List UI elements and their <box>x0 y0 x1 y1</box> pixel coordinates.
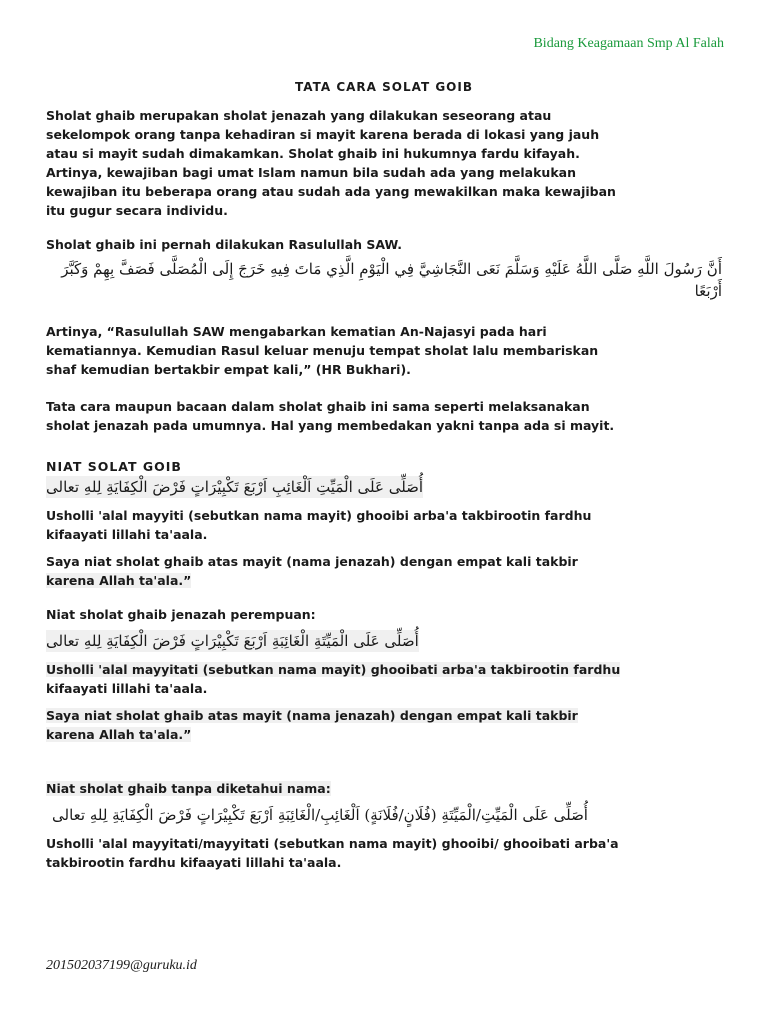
footer-email: 201502037199@guruku.id <box>46 958 197 973</box>
intro-line: atau si mayit sudah dimakamkan. Sholat ghaib ini hukumnya fardu kifayah. <box>46 146 580 161</box>
niat-heading: Niat sholat ghaib jenazah perempuan: <box>46 607 316 622</box>
niat-latin: takbirootin fardhu kifaayati lillahi ta'aala. <box>46 855 342 870</box>
document-title: TATA CARA SOLAT GOIB <box>295 80 473 94</box>
niat-arabic: أُصَلِّى عَلَى الْمَيِّتَةِ الْغَائِبَةِ اَرْبَعَ تَكْبِيْرَاتٍ فَرْضَ الْكِفَايَةِ لِلهِ تعالى <box>46 632 419 650</box>
intro-line: itu gugur secara individu. <box>46 203 228 218</box>
artinya-line: kematiannya. Kemudian Rasul keluar menuju tempat sholat lalu membariskan <box>46 343 599 358</box>
tatacara-line: sholat jenazah pada umumnya. Hal yang membedakan yakni tanpa ada si mayit. <box>46 418 615 433</box>
niat-heading: NIAT SOLAT GOIB <box>46 459 182 474</box>
intro-line: Sholat ghaib merupakan sholat jenazah yang dilakukan seseorang atau <box>46 108 552 123</box>
tatacara-line: Tata cara maupun bacaan dalam sholat ghaib ini sama seperti melaksanakan <box>46 399 590 414</box>
hadith-arabic-line: أَرْبَعًا <box>694 282 722 300</box>
artinya-line: Artinya, “Rasulullah SAW mengabarkan kematian An-Najasyi pada hari <box>46 324 547 339</box>
rasul-text: Sholat ghaib ini pernah dilakukan Rasulullah SAW. <box>46 237 403 252</box>
niat-latin: Usholli 'alal mayyiti (sebutkan nama mayit) ghooibi arba'a takbirootin fardhu <box>46 508 592 523</box>
intro-line: sekelompok orang tanpa kehadiran si mayit karena berada di lokasi yang jauh <box>46 127 600 142</box>
intro-line: Artinya, kewajiban bagi umat Islam namun bila sudah ada yang melakukan <box>46 165 576 180</box>
niat-arabic: أُصَلِّى عَلَى الْمَيِّتِ/الْمَيِّتَةِ (فُلَانٍ/فُلَانَةٍ) اَلْغَائِبِ/الْغَائِبَةِ اَرْبَعَ تَكْبِيْرَاتٍ فَرْضَ الْكِفَايَةِ لِلهِ تعالى <box>52 806 588 824</box>
artinya-paragraph <box>46 322 722 379</box>
niat-translation: karena Allah ta'ala.” <box>46 727 192 742</box>
niat-section-1 <box>46 457 722 590</box>
niat-latin: Usholli 'alal mayyitati/mayyitati (sebutkan nama mayit) ghooibi/ ghooibati arba'a <box>46 836 619 851</box>
niat-section-3 <box>46 779 722 872</box>
niat-translation: Saya niat sholat ghaib atas mayit (nama jenazah) dengan empat kali takbir <box>46 554 578 569</box>
niat-latin: kifaayati lillahi ta'aala. <box>46 527 208 542</box>
artinya-line: shaf kemudian bertakbir empat kali,” (HR Bukhari). <box>46 362 411 377</box>
intro-paragraph <box>46 106 722 220</box>
niat-translation: karena Allah ta'ala.” <box>46 573 192 588</box>
hadith-arabic-line: أَنَّ رَسُولَ اللَّهِ صَلَّى اللَّهُ عَلَيْهِ وَسَلَّمَ نَعَى النَّجَاشِيَّ فِي الْيَوْمِ الَّذِي مَاتَ فِيهِ خَرَجَ إِلَى الْمُصَلَّى فَصَفَّ بِهِمْ وَكَبَّرَ <box>61 260 722 278</box>
document-header: Bidang Keagamaan Smp Al Falah <box>533 36 724 51</box>
intro-line: kewajiban itu beberapa orang atau sudah ada yang mewakilkan maka kewajiban <box>46 184 616 199</box>
niat-latin: Usholli 'alal mayyitati (sebutkan nama mayit) ghooibati arba'a takbirootin fardhu <box>46 662 621 677</box>
rasul-section <box>46 235 722 302</box>
niat-latin: kifaayati lillahi ta'aala. <box>46 681 208 696</box>
niat-section-2 <box>46 605 722 744</box>
niat-arabic: أُصَلِّى عَلَى الْمَيِّتِ اَلْغَائِبِ اَرْبَعَ تَكْبِيْرَاتٍ فَرْضَ الْكِفَايَةِ لِلهِ تعالى <box>46 478 424 496</box>
tatacara-paragraph <box>46 397 722 435</box>
niat-translation: Saya niat sholat ghaib atas mayit (nama jenazah) dengan empat kali takbir <box>46 708 578 723</box>
niat-heading: Niat sholat ghaib tanpa diketahui nama: <box>46 781 331 796</box>
